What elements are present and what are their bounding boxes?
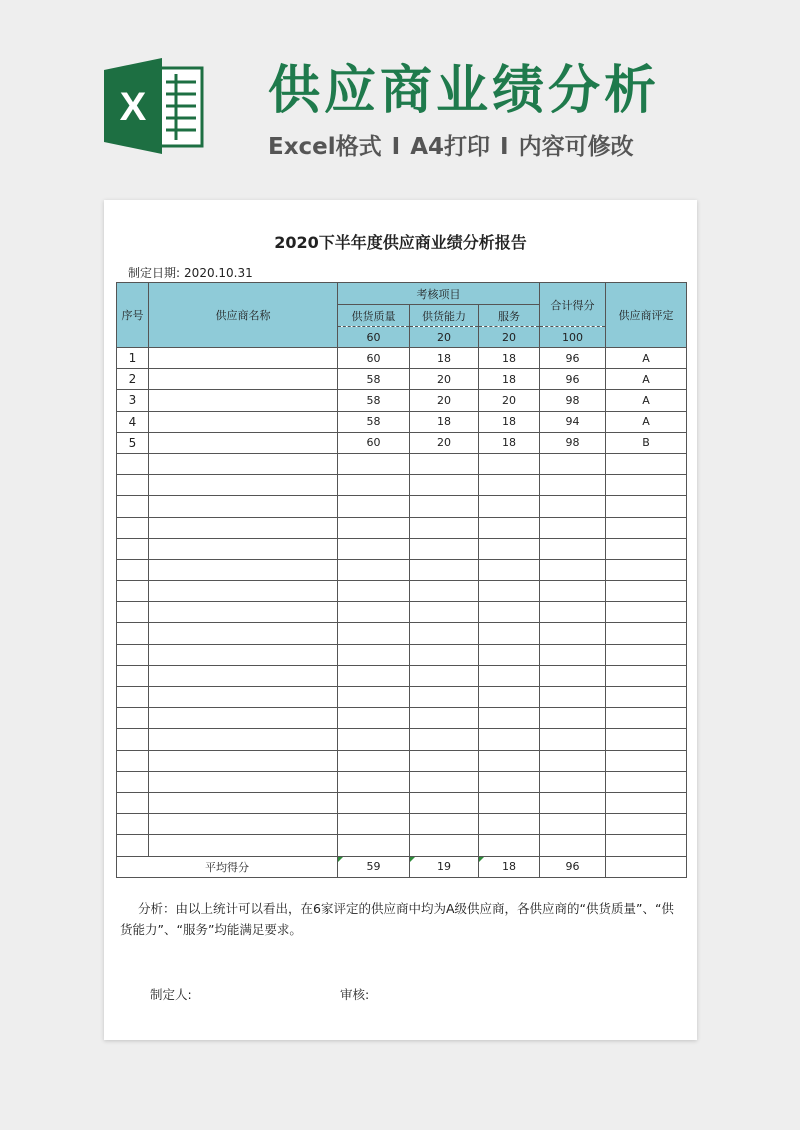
cell-capacity[interactable]: 18 xyxy=(410,348,479,369)
cell-total[interactable]: 98 xyxy=(540,432,606,453)
empty-cell[interactable] xyxy=(410,665,479,686)
empty-cell[interactable] xyxy=(149,729,338,750)
empty-cell[interactable] xyxy=(410,644,479,665)
cell-seq[interactable]: 4 xyxy=(117,411,149,432)
empty-cell[interactable] xyxy=(540,517,606,538)
cell-supplier-name[interactable] xyxy=(149,369,338,390)
empty-cell[interactable] xyxy=(117,453,149,474)
cell-capacity[interactable]: 18 xyxy=(410,411,479,432)
empty-cell[interactable] xyxy=(338,517,410,538)
empty-cell[interactable] xyxy=(149,581,338,602)
empty-cell[interactable] xyxy=(338,750,410,771)
empty-cell[interactable] xyxy=(410,453,479,474)
empty-table-row xyxy=(117,771,687,792)
empty-cell[interactable] xyxy=(606,475,687,496)
cell-seq[interactable]: 3 xyxy=(117,390,149,411)
empty-cell[interactable] xyxy=(338,623,410,644)
empty-cell[interactable] xyxy=(479,814,540,835)
date-value: 2020.10.31 xyxy=(184,266,253,280)
cell-rating[interactable]: A xyxy=(606,369,687,390)
col-header-assessment: 考核项目 xyxy=(338,283,540,305)
empty-cell[interactable] xyxy=(149,538,338,559)
date-line xyxy=(128,264,257,281)
cell-seq[interactable]: 2 xyxy=(117,369,149,390)
cell-quality[interactable]: 60 xyxy=(338,432,410,453)
average-row xyxy=(117,856,687,877)
empty-cell[interactable] xyxy=(338,453,410,474)
empty-cell[interactable] xyxy=(410,687,479,708)
empty-cell[interactable] xyxy=(117,538,149,559)
cell-service[interactable]: 20 xyxy=(479,390,540,411)
empty-table-row xyxy=(117,496,687,517)
table-row xyxy=(117,348,687,369)
empty-table-row xyxy=(117,708,687,729)
empty-cell[interactable] xyxy=(338,581,410,602)
empty-cell[interactable] xyxy=(149,665,338,686)
empty-cell[interactable] xyxy=(606,602,687,623)
empty-cell[interactable] xyxy=(606,750,687,771)
subtitle-editable: 内容可修改 xyxy=(518,134,634,160)
col-header-capacity: 供货能力 xyxy=(410,305,479,327)
empty-cell[interactable] xyxy=(410,517,479,538)
empty-cell[interactable] xyxy=(117,708,149,729)
empty-cell[interactable] xyxy=(479,559,540,580)
empty-cell[interactable] xyxy=(479,771,540,792)
empty-cell[interactable] xyxy=(149,644,338,665)
empty-cell[interactable] xyxy=(606,729,687,750)
empty-table-row xyxy=(117,581,687,602)
empty-cell[interactable] xyxy=(338,559,410,580)
cell-seq[interactable]: 1 xyxy=(117,348,149,369)
cell-quality[interactable]: 58 xyxy=(338,411,410,432)
cell-supplier-name[interactable] xyxy=(149,348,338,369)
empty-cell[interactable] xyxy=(606,517,687,538)
empty-table-row xyxy=(117,623,687,644)
cell-rating[interactable]: A xyxy=(606,348,687,369)
empty-cell[interactable] xyxy=(338,687,410,708)
excel-icon xyxy=(104,58,204,154)
empty-cell[interactable] xyxy=(479,729,540,750)
cell-total[interactable]: 98 xyxy=(540,390,606,411)
empty-cell[interactable] xyxy=(149,475,338,496)
empty-cell[interactable] xyxy=(410,496,479,517)
page-title: 供应商业绩分析 xyxy=(268,61,661,121)
cell-service[interactable]: 18 xyxy=(479,411,540,432)
empty-cell[interactable] xyxy=(479,623,540,644)
empty-cell[interactable] xyxy=(149,814,338,835)
empty-cell[interactable] xyxy=(479,602,540,623)
empty-cell[interactable] xyxy=(410,771,479,792)
empty-table-row xyxy=(117,792,687,813)
col-header-quality: 供货质量 xyxy=(338,305,410,327)
subtitle-format: Excel格式 xyxy=(268,134,382,160)
empty-cell[interactable] xyxy=(338,771,410,792)
empty-cell[interactable] xyxy=(338,814,410,835)
empty-cell[interactable] xyxy=(410,814,479,835)
table-row xyxy=(117,369,687,390)
empty-cell[interactable] xyxy=(606,453,687,474)
col-header-total: 合计得分 xyxy=(540,283,606,327)
cell-capacity[interactable]: 20 xyxy=(410,369,479,390)
empty-cell[interactable] xyxy=(410,729,479,750)
empty-cell[interactable] xyxy=(338,538,410,559)
weight-quality: 60 xyxy=(338,327,410,348)
empty-cell[interactable] xyxy=(117,517,149,538)
empty-table-row xyxy=(117,729,687,750)
empty-table-row xyxy=(117,665,687,686)
empty-cell[interactable] xyxy=(117,750,149,771)
empty-cell[interactable] xyxy=(117,792,149,813)
empty-cell[interactable] xyxy=(606,835,687,856)
cell-rating[interactable]: A xyxy=(606,411,687,432)
cell-total[interactable]: 96 xyxy=(540,348,606,369)
empty-table-row xyxy=(117,687,687,708)
empty-cell[interactable] xyxy=(338,708,410,729)
document-page xyxy=(104,200,697,1040)
empty-table-row xyxy=(117,814,687,835)
empty-cell[interactable] xyxy=(410,602,479,623)
empty-cell[interactable] xyxy=(479,750,540,771)
empty-cell[interactable] xyxy=(479,453,540,474)
empty-cell[interactable] xyxy=(540,581,606,602)
analysis-text: 分析：由以上统计可以看出，在6家评定的供应商中均为A级供应商，各供应商的“供货质量”、“供货能力”、“服务”均能满足要求。 xyxy=(120,901,674,937)
empty-cell[interactable] xyxy=(117,602,149,623)
empty-cell[interactable] xyxy=(410,559,479,580)
col-header-supplier-name: 供应商名称 xyxy=(149,283,338,348)
cell-capacity[interactable]: 20 xyxy=(410,432,479,453)
empty-cell[interactable] xyxy=(540,835,606,856)
average-label: 平均得分 xyxy=(117,856,338,877)
cell-service[interactable]: 18 xyxy=(479,348,540,369)
cell-total[interactable]: 96 xyxy=(540,369,606,390)
empty-table-row xyxy=(117,644,687,665)
empty-cell[interactable] xyxy=(117,475,149,496)
weight-capacity: 20 xyxy=(410,327,479,348)
empty-cell[interactable] xyxy=(410,581,479,602)
empty-cell[interactable] xyxy=(479,708,540,729)
empty-cell[interactable] xyxy=(410,835,479,856)
table-row xyxy=(117,432,687,453)
cell-quality[interactable]: 58 xyxy=(338,369,410,390)
empty-cell[interactable] xyxy=(540,623,606,644)
table-row xyxy=(117,411,687,432)
empty-cell[interactable] xyxy=(479,496,540,517)
empty-cell[interactable] xyxy=(540,644,606,665)
empty-cell[interactable] xyxy=(117,581,149,602)
empty-table-row xyxy=(117,750,687,771)
average-total[interactable]: 96 xyxy=(540,856,606,877)
empty-cell[interactable] xyxy=(117,496,149,517)
empty-cell[interactable] xyxy=(117,729,149,750)
empty-cell[interactable] xyxy=(479,475,540,496)
cell-total[interactable]: 94 xyxy=(540,411,606,432)
empty-cell[interactable] xyxy=(117,623,149,644)
empty-cell[interactable] xyxy=(479,644,540,665)
empty-cell[interactable] xyxy=(540,496,606,517)
empty-cell[interactable] xyxy=(338,602,410,623)
empty-cell[interactable] xyxy=(479,792,540,813)
empty-cell[interactable] xyxy=(540,602,606,623)
cell-quality[interactable]: 60 xyxy=(338,348,410,369)
empty-cell[interactable] xyxy=(338,496,410,517)
empty-cell[interactable] xyxy=(540,729,606,750)
empty-cell[interactable] xyxy=(149,623,338,644)
empty-cell[interactable] xyxy=(606,771,687,792)
empty-cell[interactable] xyxy=(540,750,606,771)
empty-cell[interactable] xyxy=(540,792,606,813)
document-title: 2020下半年度供应商业绩分析报告 xyxy=(274,233,527,252)
empty-table-row xyxy=(117,538,687,559)
empty-cell[interactable] xyxy=(117,771,149,792)
cell-rating[interactable]: A xyxy=(606,390,687,411)
empty-cell[interactable] xyxy=(606,581,687,602)
empty-cell[interactable] xyxy=(149,792,338,813)
empty-cell[interactable] xyxy=(338,729,410,750)
empty-cell[interactable] xyxy=(606,708,687,729)
cell-service[interactable]: 18 xyxy=(479,432,540,453)
empty-cell[interactable] xyxy=(149,687,338,708)
subtitle xyxy=(268,128,634,161)
table-row xyxy=(117,390,687,411)
cell-supplier-name[interactable] xyxy=(149,432,338,453)
supplier-table xyxy=(116,282,687,878)
average-service[interactable]: 18 xyxy=(479,856,540,877)
empty-cell[interactable] xyxy=(479,517,540,538)
cell-rating[interactable]: B xyxy=(606,432,687,453)
empty-cell[interactable] xyxy=(338,475,410,496)
empty-cell[interactable] xyxy=(540,771,606,792)
date-label: 制定日期: xyxy=(128,266,181,280)
col-header-seq: 序号 xyxy=(117,283,149,348)
empty-cell[interactable] xyxy=(479,538,540,559)
empty-cell[interactable] xyxy=(149,496,338,517)
cell-service[interactable]: 18 xyxy=(479,369,540,390)
empty-table-row xyxy=(117,559,687,580)
empty-cell[interactable] xyxy=(606,665,687,686)
empty-cell[interactable] xyxy=(338,792,410,813)
empty-table-row xyxy=(117,475,687,496)
cell-seq[interactable]: 5 xyxy=(117,432,149,453)
col-header-service: 服务 xyxy=(479,305,540,327)
empty-cell[interactable] xyxy=(540,665,606,686)
empty-cell[interactable] xyxy=(410,750,479,771)
empty-table-row xyxy=(117,517,687,538)
empty-cell[interactable] xyxy=(149,517,338,538)
empty-cell[interactable] xyxy=(540,538,606,559)
cell-supplier-name[interactable] xyxy=(149,411,338,432)
empty-cell[interactable] xyxy=(410,623,479,644)
reviewer-label: 审核: xyxy=(340,987,370,1002)
empty-cell[interactable] xyxy=(149,835,338,856)
svg-text:X: X xyxy=(119,85,147,129)
subtitle-separator: I xyxy=(500,134,509,160)
col-header-rating: 供应商评定 xyxy=(606,283,687,348)
empty-cell[interactable] xyxy=(149,708,338,729)
average-quality[interactable]: 59 xyxy=(338,856,410,877)
empty-cell[interactable] xyxy=(479,687,540,708)
empty-cell[interactable] xyxy=(410,475,479,496)
empty-cell[interactable] xyxy=(149,771,338,792)
cell-capacity[interactable]: 20 xyxy=(410,390,479,411)
empty-cell[interactable] xyxy=(606,814,687,835)
subtitle-print: A4打印 xyxy=(410,134,491,160)
weight-total: 100 xyxy=(540,327,606,348)
weight-service: 20 xyxy=(479,327,540,348)
empty-cell[interactable] xyxy=(117,814,149,835)
banner-header xyxy=(0,0,800,190)
empty-cell[interactable] xyxy=(338,835,410,856)
empty-cell[interactable] xyxy=(117,665,149,686)
empty-cell[interactable] xyxy=(540,814,606,835)
empty-cell[interactable] xyxy=(410,708,479,729)
empty-table-row xyxy=(117,453,687,474)
empty-table-row xyxy=(117,835,687,856)
cell-quality[interactable]: 58 xyxy=(338,390,410,411)
empty-cell[interactable] xyxy=(540,687,606,708)
empty-cell[interactable] xyxy=(606,792,687,813)
empty-cell[interactable] xyxy=(149,750,338,771)
empty-cell[interactable] xyxy=(410,792,479,813)
empty-cell[interactable] xyxy=(117,644,149,665)
empty-cell[interactable] xyxy=(606,496,687,517)
empty-table-row xyxy=(117,602,687,623)
empty-cell[interactable] xyxy=(606,644,687,665)
average-rating[interactable] xyxy=(606,856,687,877)
empty-cell[interactable] xyxy=(338,644,410,665)
average-capacity[interactable]: 19 xyxy=(410,856,479,877)
empty-cell[interactable] xyxy=(117,687,149,708)
subtitle-separator: I xyxy=(391,134,401,160)
empty-cell[interactable] xyxy=(149,453,338,474)
empty-cell[interactable] xyxy=(540,475,606,496)
empty-cell[interactable] xyxy=(338,665,410,686)
cell-supplier-name[interactable] xyxy=(149,390,338,411)
empty-cell[interactable] xyxy=(117,559,149,580)
empty-cell[interactable] xyxy=(606,623,687,644)
empty-cell[interactable] xyxy=(117,835,149,856)
empty-cell[interactable] xyxy=(606,687,687,708)
empty-cell[interactable] xyxy=(540,708,606,729)
empty-cell[interactable] xyxy=(606,559,687,580)
empty-cell[interactable] xyxy=(479,581,540,602)
empty-cell[interactable] xyxy=(149,602,338,623)
empty-cell[interactable] xyxy=(149,559,338,580)
maker-label: 制定人: xyxy=(150,987,192,1002)
empty-cell[interactable] xyxy=(540,453,606,474)
empty-cell[interactable] xyxy=(479,835,540,856)
empty-cell[interactable] xyxy=(410,538,479,559)
empty-cell[interactable] xyxy=(479,665,540,686)
empty-cell[interactable] xyxy=(606,538,687,559)
empty-cell[interactable] xyxy=(540,559,606,580)
